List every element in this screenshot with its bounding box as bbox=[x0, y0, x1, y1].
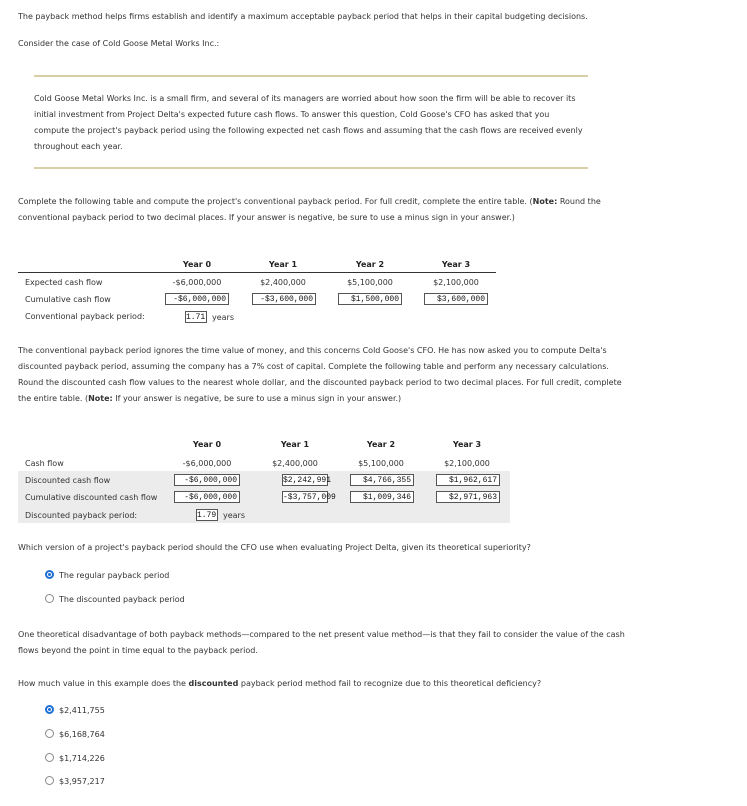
option-answer-3: $1,714,226 bbox=[59, 754, 105, 763]
expected-year-1: $2,400,000 bbox=[260, 278, 306, 287]
discounted-year-0-input[interactable]: -$6,000,000 bbox=[174, 474, 240, 486]
instructions-2 bbox=[18, 343, 738, 407]
cash-year-3: $2,100,000 bbox=[444, 459, 490, 468]
radio-answer-2[interactable] bbox=[45, 729, 54, 738]
disadvantage-text bbox=[18, 627, 738, 659]
note-label: Note: bbox=[88, 394, 113, 403]
radio-regular-payback[interactable] bbox=[45, 570, 54, 579]
cumulative-year-2-input[interactable]: $1,500,000 bbox=[338, 293, 402, 305]
consider-text: Consider the case of Cold Goose Metal Works Inc.: bbox=[18, 39, 220, 48]
case-line: Cold Goose Metal Works Inc. is a small firm, and several of its managers are worried about how soon the firm will be able to recover its bbox=[34, 94, 576, 103]
header-year-0: Year 0 bbox=[192, 440, 222, 449]
disadvantage-line: One theoretical disadvantage of both payback methods—compared to the net present value method—is that they fail to consider the value of the cash bbox=[18, 630, 625, 639]
disadvantage-line: flows beyond the point in time equal to the payback period. bbox=[18, 646, 258, 655]
row-label-expected: Expected cash flow bbox=[25, 278, 103, 287]
instr2-text: discounted payback period, assuming the company has a 7% cost of capital. Complete the following table and perform any necessary calculations. bbox=[18, 362, 609, 371]
table-header-rule bbox=[18, 272, 496, 273]
expected-year-2: $5,100,000 bbox=[347, 278, 393, 287]
row-label-payback: Conventional payback period: bbox=[25, 312, 145, 321]
case-line: throughout each year. bbox=[34, 142, 123, 151]
instr2-text: Round the discounted cash flow values to the nearest whole dollar, and the discounted payback period to two decimal places. For full credit, complete bbox=[18, 378, 622, 387]
header-year-2: Year 2 bbox=[366, 440, 396, 449]
header-year-0: Year 0 bbox=[182, 260, 212, 269]
cumdisc-year-3-input[interactable]: $2,971,963 bbox=[436, 491, 500, 503]
cumulative-year-3-input[interactable]: $3,600,000 bbox=[424, 293, 488, 305]
row-label-discounted: Discounted cash flow bbox=[25, 476, 111, 485]
row-label-cumulative: Cumulative cash flow bbox=[25, 295, 111, 304]
question-2 bbox=[18, 676, 541, 692]
row-label-discounted-payback: Discounted payback period: bbox=[25, 511, 138, 520]
instr2-text: If your answer is negative, be sure to use a minus sign in your answer.) bbox=[112, 394, 402, 403]
discounted-year-1-input[interactable]: $2,242,991 bbox=[283, 476, 332, 485]
radio-answer-1[interactable] bbox=[45, 705, 54, 714]
instr1-text: Round the bbox=[557, 197, 601, 206]
cumulative-year-0-input[interactable]: -$6,000,000 bbox=[165, 293, 229, 305]
q2-bold: discounted bbox=[188, 679, 239, 688]
case-line: compute the project's payback period using the following expected net cash flows and assuming that the cash flows are received evenly bbox=[34, 126, 583, 135]
case-line: initial investment from Project Delta's expected future cash flows. To answer this question, Cold Goose's CFO has asked that you bbox=[34, 110, 550, 119]
cumdisc-year-1-input[interactable]: -$3,757,009 bbox=[283, 493, 336, 502]
row-label-cash-flow: Cash flow bbox=[25, 459, 64, 468]
cash-year-0: -$6,000,000 bbox=[182, 459, 232, 468]
header-year-3: Year 3 bbox=[441, 260, 471, 269]
instr2-text: The conventional payback period ignores the time value of money, and this concerns Cold Goose's CFO. He has now asked you to compute Delta's bbox=[18, 346, 607, 355]
discounted-year-2-input[interactable]: $4,766,355 bbox=[350, 474, 414, 486]
option-answer-4: $3,957,217 bbox=[59, 777, 105, 786]
header-year-2: Year 2 bbox=[355, 260, 385, 269]
option-answer-1: $2,411,755 bbox=[59, 706, 105, 715]
case-description bbox=[34, 91, 594, 155]
question-1: Which version of a project's payback period should the CFO use when evaluating Project Delta, given its theoretical superiority? bbox=[18, 543, 531, 552]
cumdisc-year-0-input[interactable]: -$6,000,000 bbox=[174, 491, 240, 503]
header-year-3: Year 3 bbox=[452, 440, 482, 449]
cumulative-year-1-input[interactable]: -$3,600,000 bbox=[252, 293, 316, 305]
payback-unit: years bbox=[212, 313, 235, 322]
instr1-text: Complete the following table and compute the project's conventional payback period. For full credit, complete the entire table. ( bbox=[18, 197, 533, 206]
header-year-1: Year 1 bbox=[280, 440, 310, 449]
discounted-payback-input[interactable]: 1.79 bbox=[197, 511, 217, 520]
discounted-year-3-input[interactable]: $1,962,617 bbox=[436, 474, 500, 486]
instr2-text: the entire table. ( bbox=[18, 394, 89, 403]
radio-discounted-payback[interactable] bbox=[45, 594, 54, 603]
radio-answer-3[interactable] bbox=[45, 753, 54, 762]
q2-text: How much value in this example does the bbox=[18, 679, 189, 688]
cash-year-2: $5,100,000 bbox=[358, 459, 404, 468]
cash-year-1: $2,400,000 bbox=[272, 459, 318, 468]
option-regular-payback: The regular payback period bbox=[59, 571, 170, 580]
q2-text: payback period method fail to recognize due to this theoretical deficiency? bbox=[238, 679, 542, 688]
note-label: Note: bbox=[532, 197, 558, 206]
instr1-text: conventional payback period to two decimal places. If your answer is negative, be sure to use a minus sign in your answer.) bbox=[18, 213, 515, 222]
case-bottom-rule bbox=[34, 167, 588, 169]
radio-answer-4[interactable] bbox=[45, 776, 54, 785]
option-discounted-payback: The discounted payback period bbox=[59, 595, 185, 604]
case-top-rule bbox=[34, 75, 588, 77]
cumdisc-year-2-input[interactable]: $1,009,346 bbox=[350, 491, 414, 503]
option-answer-2: $6,168,764 bbox=[59, 730, 105, 739]
conventional-payback-input[interactable]: 1.71 bbox=[186, 313, 206, 322]
intro-text: The payback method helps firms establish and identify a maximum acceptable payback period that helps in their capital budgeting decisions. bbox=[18, 12, 588, 21]
expected-year-3: $2,100,000 bbox=[433, 278, 479, 287]
expected-year-0: -$6,000,000 bbox=[172, 278, 222, 287]
row-label-cumulative-discounted: Cumulative discounted cash flow bbox=[25, 493, 158, 502]
instructions-1 bbox=[18, 194, 718, 226]
header-year-1: Year 1 bbox=[268, 260, 298, 269]
payback-unit: years bbox=[223, 511, 246, 520]
